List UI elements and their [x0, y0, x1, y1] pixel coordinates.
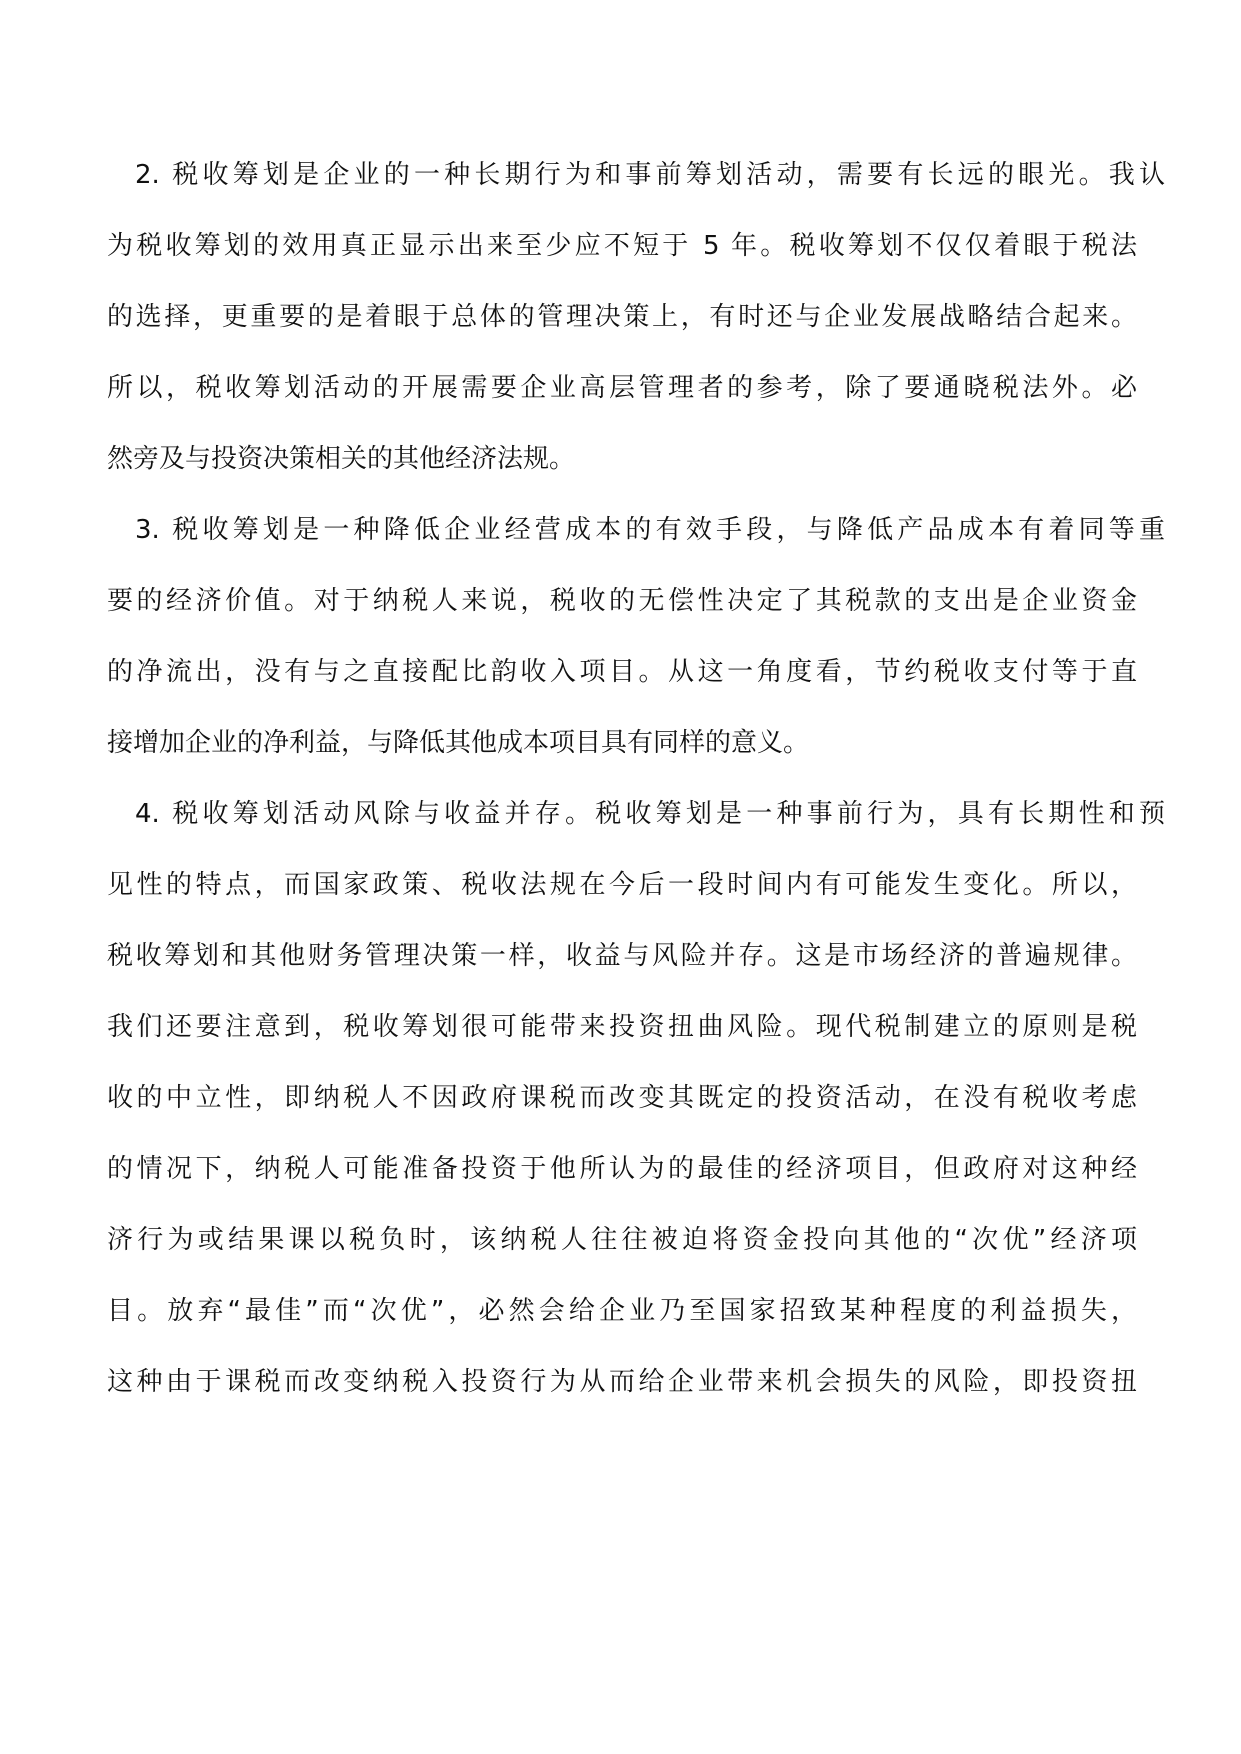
- paragraph-4-line-5: 收的中立性，即纳税人不因政府课税而改变其既定的投资活动，在没有税收考虑: [107, 1083, 1137, 1113]
- paragraph-4-line-7: 济行为或结果课以税负时，该纳税人往往被迫将资金投向其他的“次优”经济项: [107, 1225, 1137, 1255]
- paragraph-2-line-2: 为税收筹划的效用真正显示出来至少应不短于 5 年。税收筹划不仅仅着眼于税法: [107, 231, 1137, 261]
- paragraph-4-line-2: 见性的特点，而国家政策、税收法规在今后一段时间内有可能发生变化。所以，: [107, 870, 1137, 900]
- paragraph-4-line-8: 目。放弃“最佳”而“次优”，必然会给企业乃至国家招致某种程度的利益损失，: [107, 1296, 1137, 1326]
- paragraph-2-line-5: 然旁及与投资决策相关的其他经济法规。: [107, 444, 576, 474]
- paragraph-3-line-3: 的净流出，没有与之直接配比韵收入项目。从这一角度看，节约税收支付等于直: [107, 657, 1137, 687]
- paragraph-4-line-1: 4. 税收筹划活动风除与收益并存。税收筹划是一种事前行为，具有长期性和预: [135, 799, 1165, 829]
- paragraph-4-line-9: 这种由于课税而改变纳税入投资行为从而给企业带来机会损失的风险，即投资扭: [107, 1367, 1137, 1397]
- paragraph-3-line-4: 接增加企业的净利益，与降低其他成本项目具有同样的意义。: [107, 728, 810, 758]
- paragraph-2-line-4: 所以，税收筹划活动的开展需要企业高层管理者的参考，除了要通晓税法外。必: [107, 373, 1137, 403]
- paragraph-4-line-4: 我们还要注意到，税收筹划很可能带来投资扭曲风险。现代税制建立的原则是税: [107, 1012, 1137, 1042]
- paragraph-2-line-3: 的选择，更重要的是着眼于总体的管理决策上，有时还与企业发展战略结合起来。: [107, 302, 1137, 332]
- paragraph-2-line-1: 2. 税收筹划是企业的一种长期行为和事前筹划活动，需要有长远的眼光。我认: [135, 160, 1165, 190]
- paragraph-4-line-6: 的情况下，纳税人可能准备投资于他所认为的最佳的经济项目，但政府对这种经: [107, 1154, 1137, 1184]
- paragraph-4-line-3: 税收筹划和其他财务管理决策一样，收益与风险并存。这是市场经济的普遍规律。: [107, 941, 1137, 971]
- paragraph-3-line-2: 要的经济价值。对于纳税人来说，税收的无偿性决定了其税款的支出是企业资金: [107, 586, 1137, 616]
- paragraph-3-line-1: 3. 税收筹划是一种降低企业经营成本的有效手段，与降低产品成本有着同等重: [135, 515, 1165, 545]
